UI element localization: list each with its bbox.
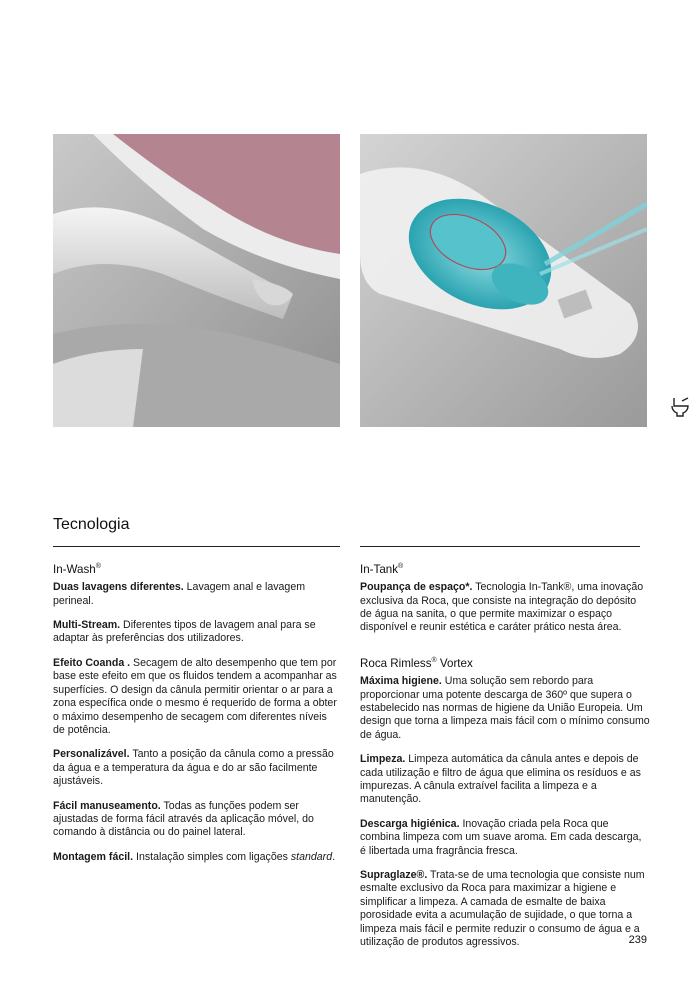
in-tank-nozzle-photo (360, 134, 647, 427)
feature-paragraph: Efeito Coanda . Secagem de alto desempenho que tem por base este efeito em que os fluidos tendem a acompanhar as superfícies. O design da cânula permitir orientar o ar para a zona específica onde o mesmo é requerido de forma a obter o máximo desempenho de secagem com diferentes níveis de potência. (53, 656, 337, 736)
feature-paragraph: Multi-Stream. Diferentes tipos de lavagem anal para se adaptar às preferências dos utilizadores. (53, 619, 316, 645)
feature-paragraph: Fácil manuseamento. Todas as funções podem ser ajustadas de forma fácil através da aplicação móvel, do comando à distância ou do painel lateral. (53, 799, 314, 839)
bidet-nozzle-photo (53, 134, 340, 427)
in-wash-title: In-Wash® (53, 562, 101, 576)
in-wash-column (53, 560, 339, 875)
feature-paragraph: Máxima higiene. Uma solução sem rebordo para proporcionar uma potente descarga de 360º que supera o estabelecido nas normas de higiene da União Europeia. Um design que torna a limpeza mais fácil com o mínimo consumo de água. (360, 675, 650, 741)
in-tank-column (360, 560, 650, 960)
feature-paragraph: Montagem fácil. Instalação simples com ligações standard. (53, 850, 336, 863)
feature-paragraph: Descarga higiénica. Inovação criada pela Roca que combina limpeza com um suave aroma. Em cada descarga, é libertada uma fragrância fresca. (360, 817, 642, 857)
feature-paragraph: Supraglaze®. Trata-se de uma tecnologia que consiste num esmalte exclusivo da Roca para maximizar a higiene e simplificar a limpeza. A camada de esmalte de baixa porosidade evita a acumulação de sujidade, o que torna a limpeza mais fácil e permite reduzir o consumo de água e a utilização de produtos agressivos. (360, 869, 645, 949)
feature-paragraph: Limpeza. Limpeza automática da cânula antes e depois de cada utilização e filtro de água que elimina os resíduos e as impurezas. A cânula extraível facilita a limpeza e a manutenção. (360, 753, 641, 806)
feature-paragraph: Poupança de espaço*. Tecnologia In-Tank®, uma inovação exclusiva da Roca, que consiste na integração do depósito de água na sanita, o que permite maximizar o espaço disponível e reunir estética e caráter prático nesta área. (360, 581, 644, 634)
section-title: Tecnologia (53, 516, 130, 533)
in-tank-title: In-Tank® (360, 562, 404, 576)
toilet-icon (668, 395, 692, 419)
divider (360, 546, 640, 547)
divider (53, 546, 340, 547)
page-number: 239 (628, 934, 647, 946)
feature-paragraph: Duas lavagens diferentes. Lavagem anal e lavagem perineal. (53, 581, 306, 607)
feature-paragraph: Personalizável. Tanto a posição da cânula como a pressão da água e a temperatura da água e do ar são facilmente ajustáveis. (53, 748, 334, 788)
rimless-title: Roca Rimless® Vortex (360, 656, 473, 670)
